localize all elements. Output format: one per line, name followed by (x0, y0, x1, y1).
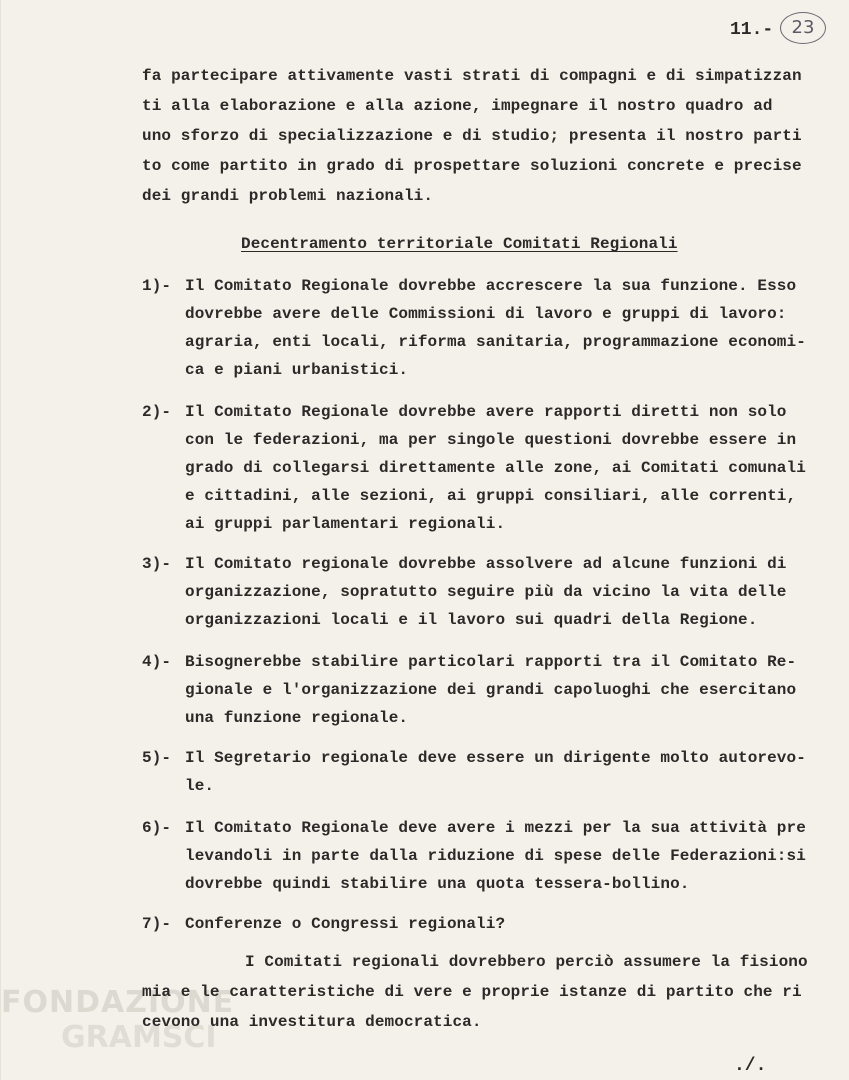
intro-line: uno sforzo di specializzazione e di studio; presenta il nostro parti (142, 127, 802, 145)
point-number: 5)- (142, 749, 172, 767)
point-line: agraria, enti locali, riforma sanitaria, programmazione economi- (185, 333, 806, 351)
point-number: 2)- (142, 403, 172, 421)
point-line: e cittadini, alle sezioni, ai gruppi consiliari, alle correnti, (185, 487, 797, 505)
point-line: le. (185, 777, 215, 795)
point-line: dovrebbe quindi stabilire una quota tessera-bollino. (185, 875, 690, 893)
point-line: ai gruppi parlamentari regionali. (185, 515, 506, 533)
point-line: Il Comitato Regionale deve avere i mezzi per la sua attività pre (185, 819, 806, 837)
closing-line: I Comitati regionali dovrebbero perciò assumere la fisiono (245, 953, 808, 971)
intro-line: to come partito in grado di prospettare soluzioni concrete e precise (142, 157, 802, 175)
closing-line: cevono una investitura democratica. (142, 1013, 482, 1031)
point-line: levandoli in parte dalla riduzione di spese delle Federazioni:si (185, 847, 806, 865)
point-number: 7)- (142, 915, 172, 933)
point-number: 3)- (142, 555, 172, 573)
point-line: Il Segretario regionale deve essere un dirigente molto autorevo- (185, 749, 806, 767)
continuation-mark: ./. (734, 1056, 767, 1076)
point-line: ca e piani urbanistici. (185, 361, 409, 379)
point-line: una funzione regionale. (185, 709, 409, 727)
section-heading: Decentramento territoriale Comitati Regionali (241, 235, 678, 253)
intro-line: dei grandi problemi nazionali. (142, 187, 434, 205)
intro-line: fa partecipare attivamente vasti strati di compagni e di simpatizzan (142, 67, 802, 85)
page-number: 11.- (730, 20, 774, 40)
watermark-line-1: FONDAZIONE (1, 985, 235, 1020)
point-line: grado di collegarsi direttamente alle zone, ai Comitati comunali (185, 459, 806, 477)
point-number: 1)- (142, 277, 172, 295)
point-number: 6)- (142, 819, 172, 837)
point-line: organizzazioni locali e il lavoro sui quadri della Regione. (185, 611, 758, 629)
point-number: 4)- (142, 653, 172, 671)
intro-line: ti alla elaborazione e alla azione, impegnare il nostro quadro ad (142, 97, 773, 115)
closing-line: mia e le caratteristiche di vere e proprie istanze di partito che ri (142, 983, 802, 1001)
point-line: Il Comitato Regionale dovrebbe avere rapporti diretti non solo (185, 403, 787, 421)
point-line: con le federazioni, ma per singole questioni dovrebbe essere in (185, 431, 797, 449)
point-line: Il Comitato regionale dovrebbe assolvere ad alcune funzioni di (185, 555, 787, 573)
point-line: Il Comitato Regionale dovrebbe accrescere la sua funzione. Esso (185, 277, 797, 295)
point-line: gionale e l'organizzazione dei grandi capoluoghi che esercitano (185, 681, 797, 699)
point-line: Bisognerebbe stabilire particolari rapporti tra il Comitato Re- (185, 653, 797, 671)
watermark-line-2: GRAMSCI (61, 1020, 217, 1055)
point-line: Conferenze o Congressi regionali? (185, 915, 506, 933)
handwritten-page-number: 23 (780, 12, 826, 44)
point-line: dovrebbe avere delle Commissioni di lavoro e gruppi di lavoro: (185, 305, 787, 323)
point-line: organizzazione, sopratutto seguire più da vicino la vita delle (185, 583, 787, 601)
